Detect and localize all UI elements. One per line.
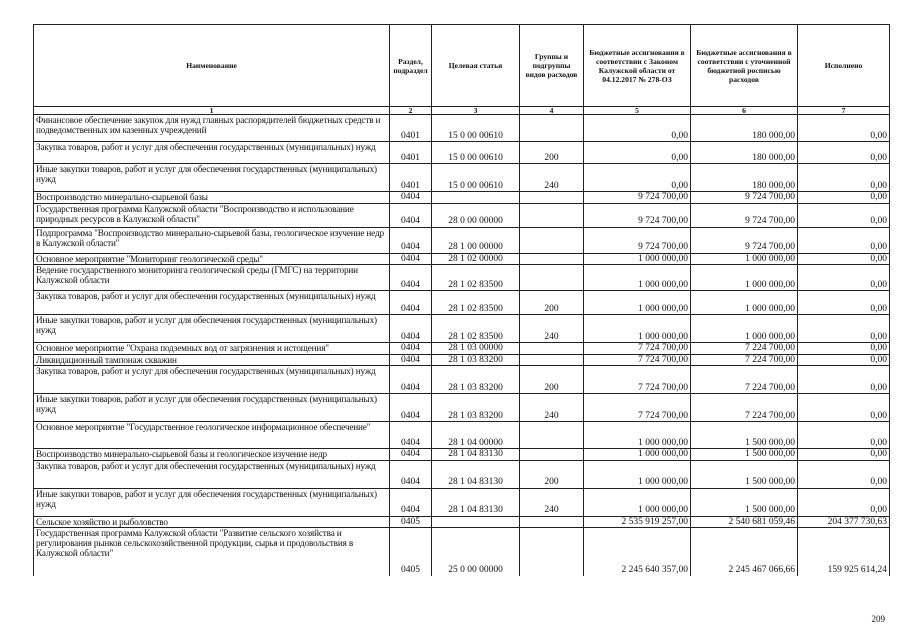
row-kind: 240	[520, 394, 584, 422]
row-executed: 0,00	[798, 164, 890, 192]
table-row	[34, 291, 890, 315]
row-law: 1 000 000,00	[584, 488, 691, 516]
row-refined: 180 000,00	[691, 164, 798, 192]
row-refined: 9 724 700,00	[691, 227, 798, 253]
header-section: Раздел, подраздел	[390, 25, 432, 107]
row-law: 2 535 919 257,00	[584, 516, 691, 528]
table-row	[34, 488, 890, 516]
table-row	[34, 343, 890, 355]
page-number: 209	[871, 614, 885, 624]
row-name: Сельское хозяйство и рыболовство	[34, 516, 390, 528]
row-law: 7 724 700,00	[584, 343, 691, 355]
row-name: Иные закупки товаров, работ и услуг для обеспечения государственных (муниципальных) нужд	[34, 394, 390, 422]
table-row	[34, 164, 890, 192]
row-executed: 0,00	[798, 115, 890, 142]
row-refined: 2 245 467 066,66	[691, 528, 798, 576]
row-name: Основное мероприятие "Охрана подземных вод от загрязнения и истощения"	[34, 343, 390, 355]
header-row	[34, 25, 890, 107]
row-kind	[520, 343, 584, 355]
row-name: Воспроизводство минерально-сырьевой базы и геологическое изучение недр	[34, 449, 390, 461]
row-name: Закупка товаров, работ и услуг для обеспечения государственных (муниципальных) нужд	[34, 460, 390, 488]
table-row	[34, 203, 890, 227]
row-refined: 1 500 000,00	[691, 488, 798, 516]
row-refined: 2 540 681 059,46	[691, 516, 798, 528]
row-executed: 0,00	[798, 460, 890, 488]
table-row	[34, 366, 890, 394]
table-row	[34, 142, 890, 164]
row-executed: 0,00	[798, 354, 890, 366]
row-name: Закупка товаров, работ и услуг для обеспечения государственных (муниципальных) нужд	[34, 366, 390, 394]
col-number: 4	[520, 107, 584, 115]
row-executed: 0,00	[798, 449, 890, 461]
row-executed: 204 377 730,63	[798, 516, 890, 528]
row-section: 0404	[390, 422, 432, 449]
row-law: 9 724 700,00	[584, 227, 691, 253]
row-kind	[520, 449, 584, 461]
row-refined: 1 500 000,00	[691, 460, 798, 488]
row-executed: 0,00	[798, 488, 890, 516]
row-name: Подпрограмма "Воспроизводство минерально-сырьевой базы, геологическое изучение недр в Калужской области"	[34, 227, 390, 253]
row-law: 1 000 000,00	[584, 265, 691, 291]
row-refined: 7 224 700,00	[691, 354, 798, 366]
row-section: 0405	[390, 528, 432, 576]
row-name: Иные закупки товаров, работ и услуг для обеспечения государственных (муниципальных) нужд	[34, 488, 390, 516]
row-target: 28 1 04 83130	[432, 460, 520, 488]
row-section: 0404	[390, 343, 432, 355]
col-number: 2	[390, 107, 432, 115]
col-number: 5	[584, 107, 691, 115]
row-refined: 180 000,00	[691, 142, 798, 164]
row-target: 28 1 03 83200	[432, 394, 520, 422]
row-target: 28 1 02 00000	[432, 253, 520, 265]
row-refined: 1 500 000,00	[691, 449, 798, 461]
row-law: 0,00	[584, 164, 691, 192]
budget-table	[33, 24, 890, 576]
budget-table-page	[33, 24, 889, 576]
row-target: 15 0 00 00610	[432, 115, 520, 142]
row-kind	[520, 203, 584, 227]
table-row	[34, 460, 890, 488]
row-refined: 1 000 000,00	[691, 315, 798, 343]
table-row	[34, 227, 890, 253]
row-section: 0404	[390, 192, 432, 204]
row-name: Государственная программа Калужской области "Воспроизводство и использование природных ресурсов в Калужской области"	[34, 203, 390, 227]
row-section: 0404	[390, 449, 432, 461]
row-target: 28 1 04 83130	[432, 449, 520, 461]
row-law: 2 245 640 357,00	[584, 528, 691, 576]
row-refined: 7 224 700,00	[691, 366, 798, 394]
row-refined: 1 000 000,00	[691, 265, 798, 291]
row-section: 0405	[390, 516, 432, 528]
row-executed: 0,00	[798, 291, 890, 315]
row-law: 0,00	[584, 115, 691, 142]
row-target: 15 0 00 00610	[432, 164, 520, 192]
row-section: 0404	[390, 488, 432, 516]
table-row	[34, 265, 890, 291]
row-name: Ведение государственного мониторинга геологической среды (ГМГС) на территории Калужской области	[34, 265, 390, 291]
row-law: 1 000 000,00	[584, 291, 691, 315]
row-name: Закупка товаров, работ и услуг для обеспечения государственных (муниципальных) нужд	[34, 291, 390, 315]
row-kind: 200	[520, 366, 584, 394]
row-section: 0404	[390, 394, 432, 422]
row-section: 0401	[390, 115, 432, 142]
row-executed: 0,00	[798, 192, 890, 204]
col-number: 7	[798, 107, 890, 115]
row-kind: 240	[520, 315, 584, 343]
row-kind	[520, 516, 584, 528]
table-row	[34, 422, 890, 449]
row-kind	[520, 422, 584, 449]
row-law: 9 724 700,00	[584, 192, 691, 204]
row-law: 1 000 000,00	[584, 449, 691, 461]
column-number-row	[34, 107, 890, 115]
row-section: 0404	[390, 315, 432, 343]
row-kind	[520, 265, 584, 291]
row-kind	[520, 528, 584, 576]
row-kind	[520, 227, 584, 253]
row-law: 7 724 700,00	[584, 366, 691, 394]
row-kind	[520, 354, 584, 366]
header-law: Бюджетные ассигнования в соответствии с Законом Калужской области от 04.12.2017 № 278-ОЗ	[584, 25, 691, 107]
table-row	[34, 394, 890, 422]
row-law: 7 724 700,00	[584, 394, 691, 422]
row-kind: 240	[520, 488, 584, 516]
row-section: 0404	[390, 460, 432, 488]
row-target: 28 1 02 83500	[432, 291, 520, 315]
row-law: 1 000 000,00	[584, 253, 691, 265]
row-law: 0,00	[584, 142, 691, 164]
row-law: 1 000 000,00	[584, 460, 691, 488]
row-kind	[520, 192, 584, 204]
row-target: 28 0 00 00000	[432, 203, 520, 227]
header-name: Наименование	[34, 25, 390, 107]
row-target: 28 1 02 83500	[432, 315, 520, 343]
row-section: 0401	[390, 142, 432, 164]
row-name: Иные закупки товаров, работ и услуг для обеспечения государственных (муниципальных) нужд	[34, 164, 390, 192]
row-law: 9 724 700,00	[584, 203, 691, 227]
table-row	[34, 115, 890, 142]
col-number: 6	[691, 107, 798, 115]
row-kind	[520, 253, 584, 265]
row-refined: 9 724 700,00	[691, 192, 798, 204]
row-executed: 0,00	[798, 366, 890, 394]
row-law: 1 000 000,00	[584, 422, 691, 449]
row-target: 28 1 00 00000	[432, 227, 520, 253]
row-refined: 1 500 000,00	[691, 422, 798, 449]
header-target: Целевая статья	[432, 25, 520, 107]
row-section: 0404	[390, 366, 432, 394]
row-target: 25 0 00 00000	[432, 528, 520, 576]
table-row	[34, 449, 890, 461]
col-number: 1	[34, 107, 390, 115]
row-executed: 0,00	[798, 265, 890, 291]
row-kind	[520, 115, 584, 142]
row-target	[432, 192, 520, 204]
row-executed: 0,00	[798, 315, 890, 343]
row-target	[432, 516, 520, 528]
row-target: 28 1 04 83130	[432, 488, 520, 516]
row-executed: 0,00	[798, 142, 890, 164]
row-kind: 200	[520, 142, 584, 164]
row-section: 0404	[390, 203, 432, 227]
row-section: 0404	[390, 227, 432, 253]
row-section: 0404	[390, 354, 432, 366]
row-executed: 0,00	[798, 203, 890, 227]
row-executed: 0,00	[798, 253, 890, 265]
row-section: 0404	[390, 291, 432, 315]
row-name: Основное мероприятие "Государственное геологическое информационное обеспечение"	[34, 422, 390, 449]
table-row	[34, 354, 890, 366]
row-target: 28 1 03 00000	[432, 343, 520, 355]
table-row	[34, 192, 890, 204]
table-row	[34, 315, 890, 343]
row-executed: 159 925 614,24	[798, 528, 890, 576]
row-refined: 1 000 000,00	[691, 253, 798, 265]
header-executed: Исполнено	[798, 25, 890, 107]
row-section: 0401	[390, 164, 432, 192]
header-groups: Группы и подгруппы видов расходов	[520, 25, 584, 107]
row-section: 0404	[390, 265, 432, 291]
table-row	[34, 528, 890, 576]
row-name: Государственная программа Калужской области "Развитие сельского хозяйства и регулирования рынков сельскохозяйственной продукции, сырья и продовольствия в Калужской области"	[34, 528, 390, 576]
row-refined: 9 724 700,00	[691, 203, 798, 227]
col-number: 3	[432, 107, 520, 115]
row-executed: 0,00	[798, 422, 890, 449]
row-target: 28 1 04 00000	[432, 422, 520, 449]
row-section: 0404	[390, 253, 432, 265]
row-law: 1 000 000,00	[584, 315, 691, 343]
row-name: Воспроизводство минерально-сырьевой базы	[34, 192, 390, 204]
row-name: Закупка товаров, работ и услуг для обеспечения государственных (муниципальных) нужд	[34, 142, 390, 164]
row-refined: 1 000 000,00	[691, 291, 798, 315]
row-target: 15 0 00 00610	[432, 142, 520, 164]
row-name: Основное мероприятие "Мониторинг геологической среды"	[34, 253, 390, 265]
row-refined: 7 224 700,00	[691, 343, 798, 355]
row-refined: 7 224 700,00	[691, 394, 798, 422]
row-kind: 200	[520, 291, 584, 315]
table-row	[34, 516, 890, 528]
row-executed: 0,00	[798, 343, 890, 355]
row-target: 28 1 02 83500	[432, 265, 520, 291]
row-executed: 0,00	[798, 394, 890, 422]
row-refined: 180 000,00	[691, 115, 798, 142]
header-refined: Бюджетные ассигнования в соответствии с уточненной бюджетной росписью расходов	[691, 25, 798, 107]
row-name: Иные закупки товаров, работ и услуг для обеспечения государственных (муниципальных) нужд	[34, 315, 390, 343]
row-kind: 240	[520, 164, 584, 192]
row-name: Ликвидационный тампонаж скважин	[34, 354, 390, 366]
row-executed: 0,00	[798, 227, 890, 253]
row-kind: 200	[520, 460, 584, 488]
table-row	[34, 253, 890, 265]
row-law: 7 724 700,00	[584, 354, 691, 366]
row-target: 28 1 03 83200	[432, 366, 520, 394]
row-target: 28 1 03 83200	[432, 354, 520, 366]
row-name: Финансовое обеспечение закупок для нужд главных распорядителей бюджетных средств и подведомственных им казенных учреждений	[34, 115, 390, 142]
